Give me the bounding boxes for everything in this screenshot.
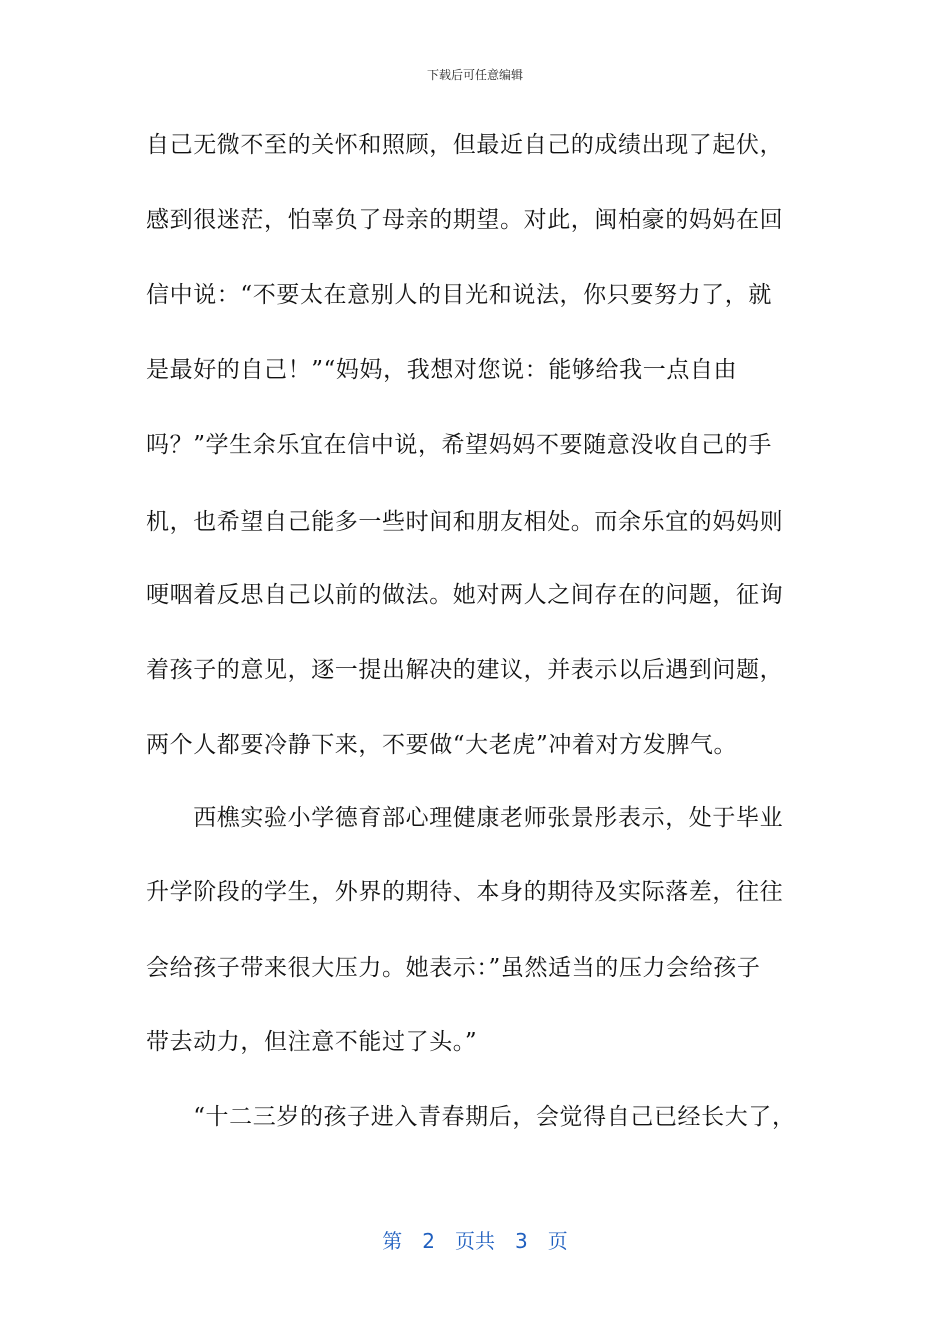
text-line: 西樵实验小学德育部心理健康老师张景彤表示，处于毕业	[146, 805, 784, 831]
text-line: 升学阶段的学生，外界的期待、本身的期待及实际落差，往往	[146, 879, 784, 905]
text-line: 哽咽着反思自己以前的做法。她对两人之间存在的问题，征询	[146, 582, 784, 608]
text-line: 两个人都要冷静下来，不要做“大老虎”冲着对方发脾气。	[146, 732, 738, 758]
page-header: 下载后可任意编辑	[426, 68, 523, 82]
text-line: 自己无微不至的关怀和照顾，但最近自己的成绩出现了起伏，	[146, 132, 784, 158]
text-line: 着孩子的意见，逐一提出解决的建议，并表示以后遇到问题，	[146, 657, 784, 683]
text-line: 带去动力，但注意不能过了头。”	[146, 1029, 478, 1055]
text-line: 机，也希望自己能多一些时间和朋友相处。而余乐宜的妈妈则	[146, 509, 784, 535]
page-footer: 第 2 页共 3 页	[382, 1229, 568, 1253]
text-line: 会给孩子带来很大压力。她表示：”虽然适当的压力会给孩子	[146, 955, 761, 981]
text-line: 吗？”学生余乐宜在信中说，希望妈妈不要随意没收自己的手	[146, 432, 772, 458]
text-line: “十二三岁的孩子进入青春期后，会觉得自己已经长大了，	[146, 1104, 796, 1130]
text-line: 信中说：“不要太在意别人的目光和说法，你只要努力了，就	[146, 282, 772, 308]
text-line: 是最好的自己！”“妈妈，我想对您说：能够给我一点自由	[146, 357, 738, 383]
text-line: 感到很迷茫，怕辜负了母亲的期望。对此，闽柏豪的妈妈在回	[146, 207, 784, 233]
